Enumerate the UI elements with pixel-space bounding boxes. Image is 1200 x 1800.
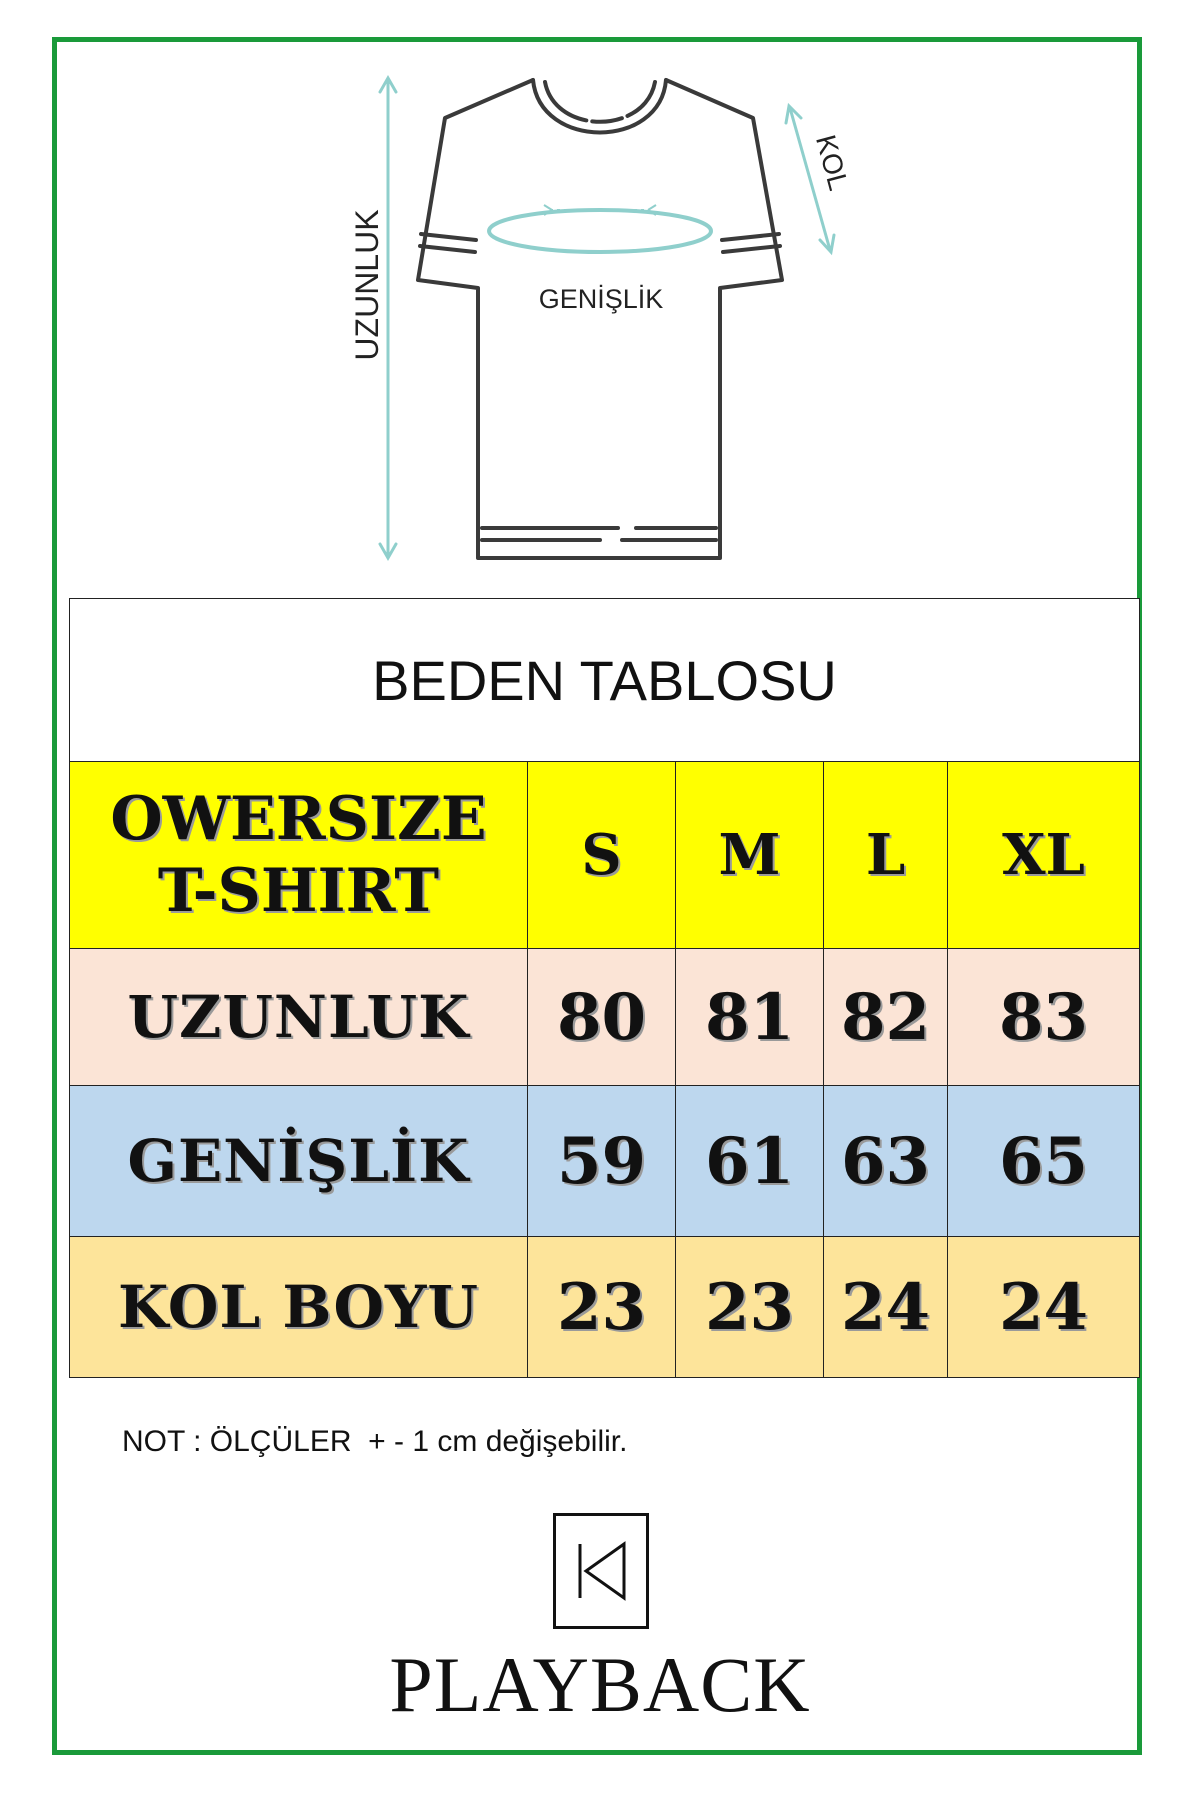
measurement-note: NOT : ÖLÇÜLER + - 1 cm değişebilir. (122, 1425, 628, 1458)
table-cell: 24 (948, 1237, 1140, 1378)
table-cell: 82 (824, 949, 948, 1086)
tshirt-diagram (0, 0, 1200, 600)
size-header-xl: XL (948, 762, 1140, 949)
table-row (70, 1237, 1140, 1378)
play-back-icon (556, 1516, 646, 1626)
width-label: GENİŞLİK (538, 284, 664, 314)
row-label-sleeve: KOL BOYU (70, 1237, 528, 1378)
length-label: UZUNLUK (349, 209, 385, 361)
tshirt-outline-icon (418, 80, 782, 558)
table-cell: 63 (824, 1086, 948, 1237)
table-cell: 23 (676, 1237, 824, 1378)
size-header-l: L (824, 762, 948, 949)
size-table (69, 598, 1140, 1378)
size-header-s: S (528, 762, 676, 949)
table-row (70, 1086, 1140, 1237)
width-ellipse-icon (489, 205, 711, 252)
size-header-m: M (676, 762, 824, 949)
table-cell: 59 (528, 1086, 676, 1237)
table-cell: 24 (824, 1237, 948, 1378)
table-cell: 61 (676, 1086, 824, 1237)
table-cell: 65 (948, 1086, 1140, 1237)
table-cell: 81 (676, 949, 824, 1086)
product-type-line1: OWERSIZE (110, 784, 487, 854)
table-header-row (70, 762, 1140, 949)
sleeve-label: KOL (809, 131, 855, 194)
product-type-line2: T-SHIRT (157, 856, 440, 926)
table-title: BEDEN TABLOSU (70, 599, 1140, 762)
table-cell: 83 (948, 949, 1140, 1086)
row-label-length: UZUNLUK (70, 949, 528, 1086)
row-label-width: GENİŞLİK (70, 1086, 528, 1237)
product-type-label (70, 762, 528, 949)
table-row (70, 949, 1140, 1086)
table-cell: 23 (528, 1237, 676, 1378)
table-cell: 80 (528, 949, 676, 1086)
brand-name: PLAYBACK (389, 1641, 811, 1728)
brand-logo (553, 1513, 649, 1629)
